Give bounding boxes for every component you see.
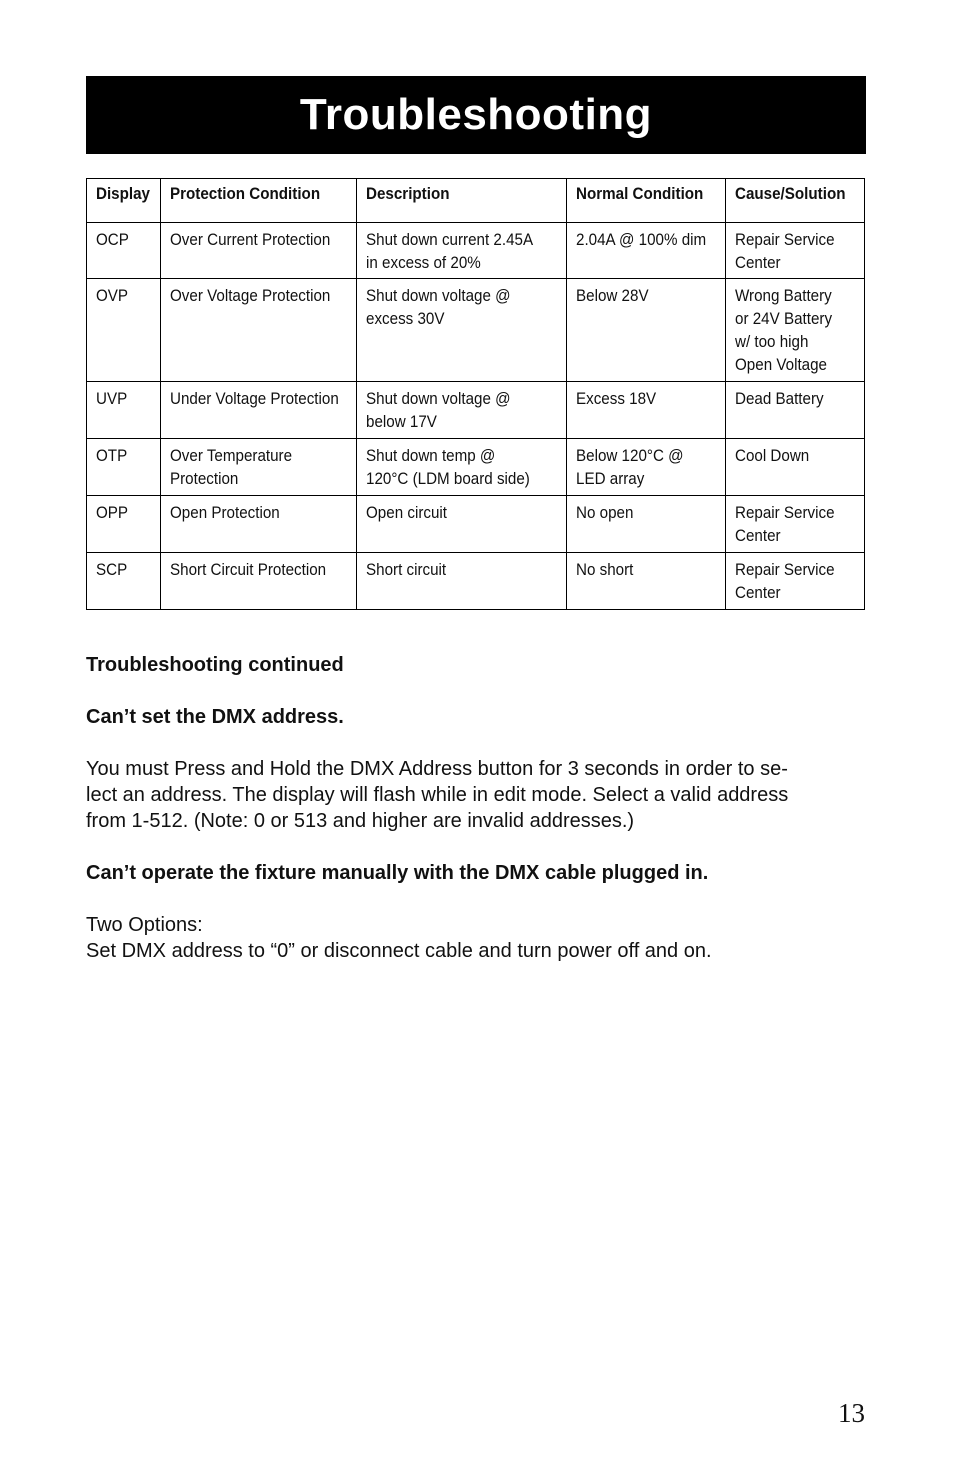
answer-line: Two Options:	[86, 914, 203, 936]
table-cell: Shut down voltage @ below 17V	[357, 382, 567, 439]
section-heading: Troubleshooting continued	[86, 654, 344, 676]
page-title: Troubleshooting	[299, 90, 653, 139]
title-banner	[86, 76, 866, 154]
column-header: Cause/Solution	[726, 179, 865, 223]
column-header: Protection Condition	[161, 179, 357, 223]
table-header-row	[87, 179, 865, 223]
troubleshooting-table	[86, 178, 865, 610]
table-cell: Repair Service Center	[726, 496, 865, 553]
table-cell: 2.04A @ 100% dim	[567, 223, 726, 279]
table-cell: No open	[567, 496, 726, 553]
column-header: Description	[357, 179, 567, 223]
table-cell: Shut down current 2.45A in excess of 20%	[357, 223, 567, 279]
table-cell: Excess 18V	[567, 382, 726, 439]
table-row	[87, 439, 865, 496]
table-cell: Below 120°C @ LED array	[567, 439, 726, 496]
table-cell: Over Current Protection	[161, 223, 357, 279]
table-cell: Short circuit	[357, 553, 567, 610]
question-heading: Can’t operate the fixture manually with the DMX cable plugged in.	[86, 862, 709, 884]
table-row	[87, 382, 865, 439]
question-heading: Can’t set the DMX address.	[86, 706, 344, 728]
table-cell: Over Voltage Protection	[161, 279, 357, 382]
table-row	[87, 553, 865, 610]
table-cell: Shut down voltage @ excess 30V	[357, 279, 567, 382]
troubleshooting-notes	[86, 652, 866, 964]
table-cell: SCP	[87, 553, 161, 610]
table-row	[87, 279, 865, 382]
table-cell: Repair Service Center	[726, 223, 865, 279]
table-cell: Shut down temp @ 120°C (LDM board side)	[357, 439, 567, 496]
table-cell: Repair Service Center	[726, 553, 865, 610]
table-cell: Open circuit	[357, 496, 567, 553]
table-cell: Short Circuit Protection	[161, 553, 357, 610]
table-cell: Dead Battery	[726, 382, 865, 439]
answer-line: lect an address. The display will flash while in edit mode. Select a valid address	[86, 784, 789, 806]
table-cell: Wrong Battery or 24V Battery w/ too high Open Voltage	[726, 279, 865, 382]
table-cell: No short	[567, 553, 726, 610]
table-cell: Below 28V	[567, 279, 726, 382]
table-cell: OTP	[87, 439, 161, 496]
answer-line: Set DMX address to “0” or disconnect cable and turn power off and on.	[86, 940, 712, 962]
table-cell: Cool Down	[726, 439, 865, 496]
table-cell: Under Voltage Protection	[161, 382, 357, 439]
page-number: 13	[838, 1398, 865, 1428]
table-cell: OCP	[87, 223, 161, 279]
column-header: Normal Condition	[567, 179, 726, 223]
table-cell: OVP	[87, 279, 161, 382]
table-cell: Over Temperature Protection	[161, 439, 357, 496]
answer-line: from 1-512. (Note: 0 or 513 and higher are invalid addresses.)	[86, 810, 635, 832]
table-row	[87, 496, 865, 553]
answer-line: You must Press and Hold the DMX Address button for 3 seconds in order to se-	[86, 758, 788, 780]
table-cell: UVP	[87, 382, 161, 439]
table-row	[87, 223, 865, 279]
table-cell: Open Protection	[161, 496, 357, 553]
column-header: Display	[87, 179, 161, 223]
table-cell: OPP	[87, 496, 161, 553]
